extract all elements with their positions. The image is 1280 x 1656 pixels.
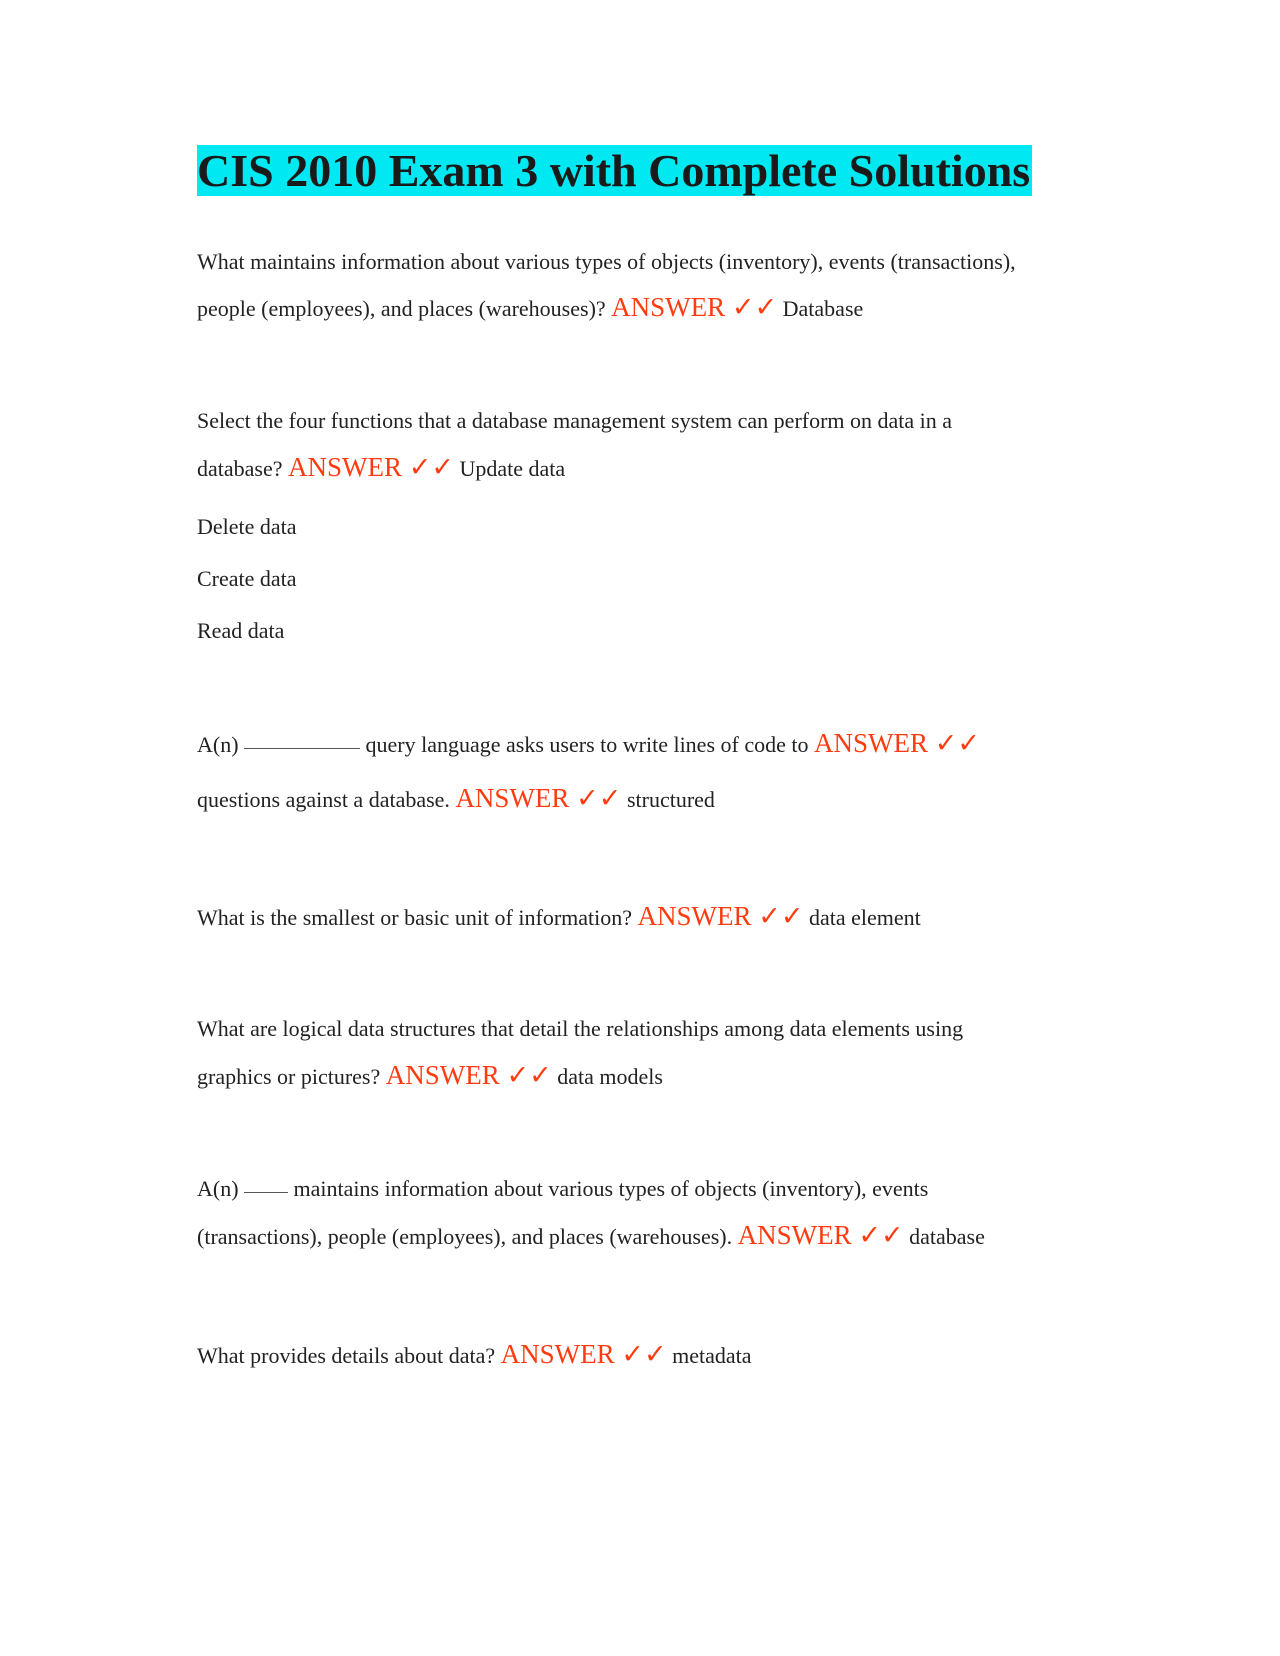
q7-question-text: What provides details about data? — [197, 1343, 496, 1368]
q2-line1: Select the four functions that a database management system can perform on data in a — [197, 408, 953, 433]
q2-answer: Update data — [459, 456, 566, 481]
q7-answer: metadata — [672, 1343, 752, 1368]
q3-question-text: query language asks users to write lines of code to — [365, 732, 809, 757]
q5-answer: data models — [557, 1064, 663, 1089]
q6-question-text-2: (transactions), people (employees), and places (warehouses). — [197, 1224, 733, 1249]
answer-label: ANSWER ✓✓ — [813, 728, 980, 758]
q5-line2 — [197, 1060, 663, 1092]
q4-answer: data element — [809, 905, 921, 930]
q1-line1: What maintains information about various types of objects (inventory), events (transactions), — [197, 249, 1016, 274]
q3-line1 — [197, 728, 980, 760]
answer-label: ANSWER ✓✓ — [500, 1339, 667, 1369]
answer-label: ANSWER ✓✓ — [455, 783, 622, 813]
q5-line1: What are logical data structures that detail the relationships among data elements using — [197, 1016, 964, 1041]
answer-label: ANSWER ✓✓ — [637, 901, 804, 931]
answer-label: ANSWER ✓✓ — [737, 1220, 904, 1250]
q2-extra-3: Read data — [197, 618, 285, 643]
q6-prefix: A(n) — [197, 1176, 239, 1201]
q6-answer: database — [909, 1224, 985, 1249]
q5-question-text: graphics or pictures? — [197, 1064, 381, 1089]
q4-line1 — [197, 901, 921, 933]
q3-answer: structured — [626, 787, 715, 812]
q2-extra-1: Delete data — [197, 514, 297, 539]
q6-question-text: maintains information about various types of objects (inventory), events — [293, 1176, 929, 1201]
fill-in-blank — [244, 1191, 288, 1193]
answer-label: ANSWER ✓✓ — [611, 292, 778, 322]
answer-label: ANSWER ✓✓ — [288, 452, 454, 482]
q2-extra-2: Create data — [197, 566, 297, 591]
q3-line2 — [197, 783, 715, 815]
q6-line1 — [197, 1174, 928, 1204]
q3-prefix: A(n) — [197, 732, 239, 757]
q1-answer: Database — [782, 296, 864, 321]
q2-question-text: database? — [197, 456, 283, 481]
q7-line1 — [197, 1339, 752, 1371]
q6-line2 — [197, 1220, 985, 1252]
q3-question-text-2: questions against a database. — [197, 787, 450, 812]
q1-line2 — [197, 292, 863, 324]
q1-question-text: people (employees), and places (warehouses)? — [197, 296, 606, 321]
answer-label: ANSWER ✓✓ — [385, 1060, 552, 1090]
q4-question-text: What is the smallest or basic unit of information? — [197, 905, 633, 930]
title-text: CIS 2010 Exam 3 with Complete Solutions — [197, 145, 1031, 196]
q2-line2 — [197, 452, 565, 484]
page-title — [197, 143, 1032, 199]
fill-in-blank — [244, 747, 360, 749]
